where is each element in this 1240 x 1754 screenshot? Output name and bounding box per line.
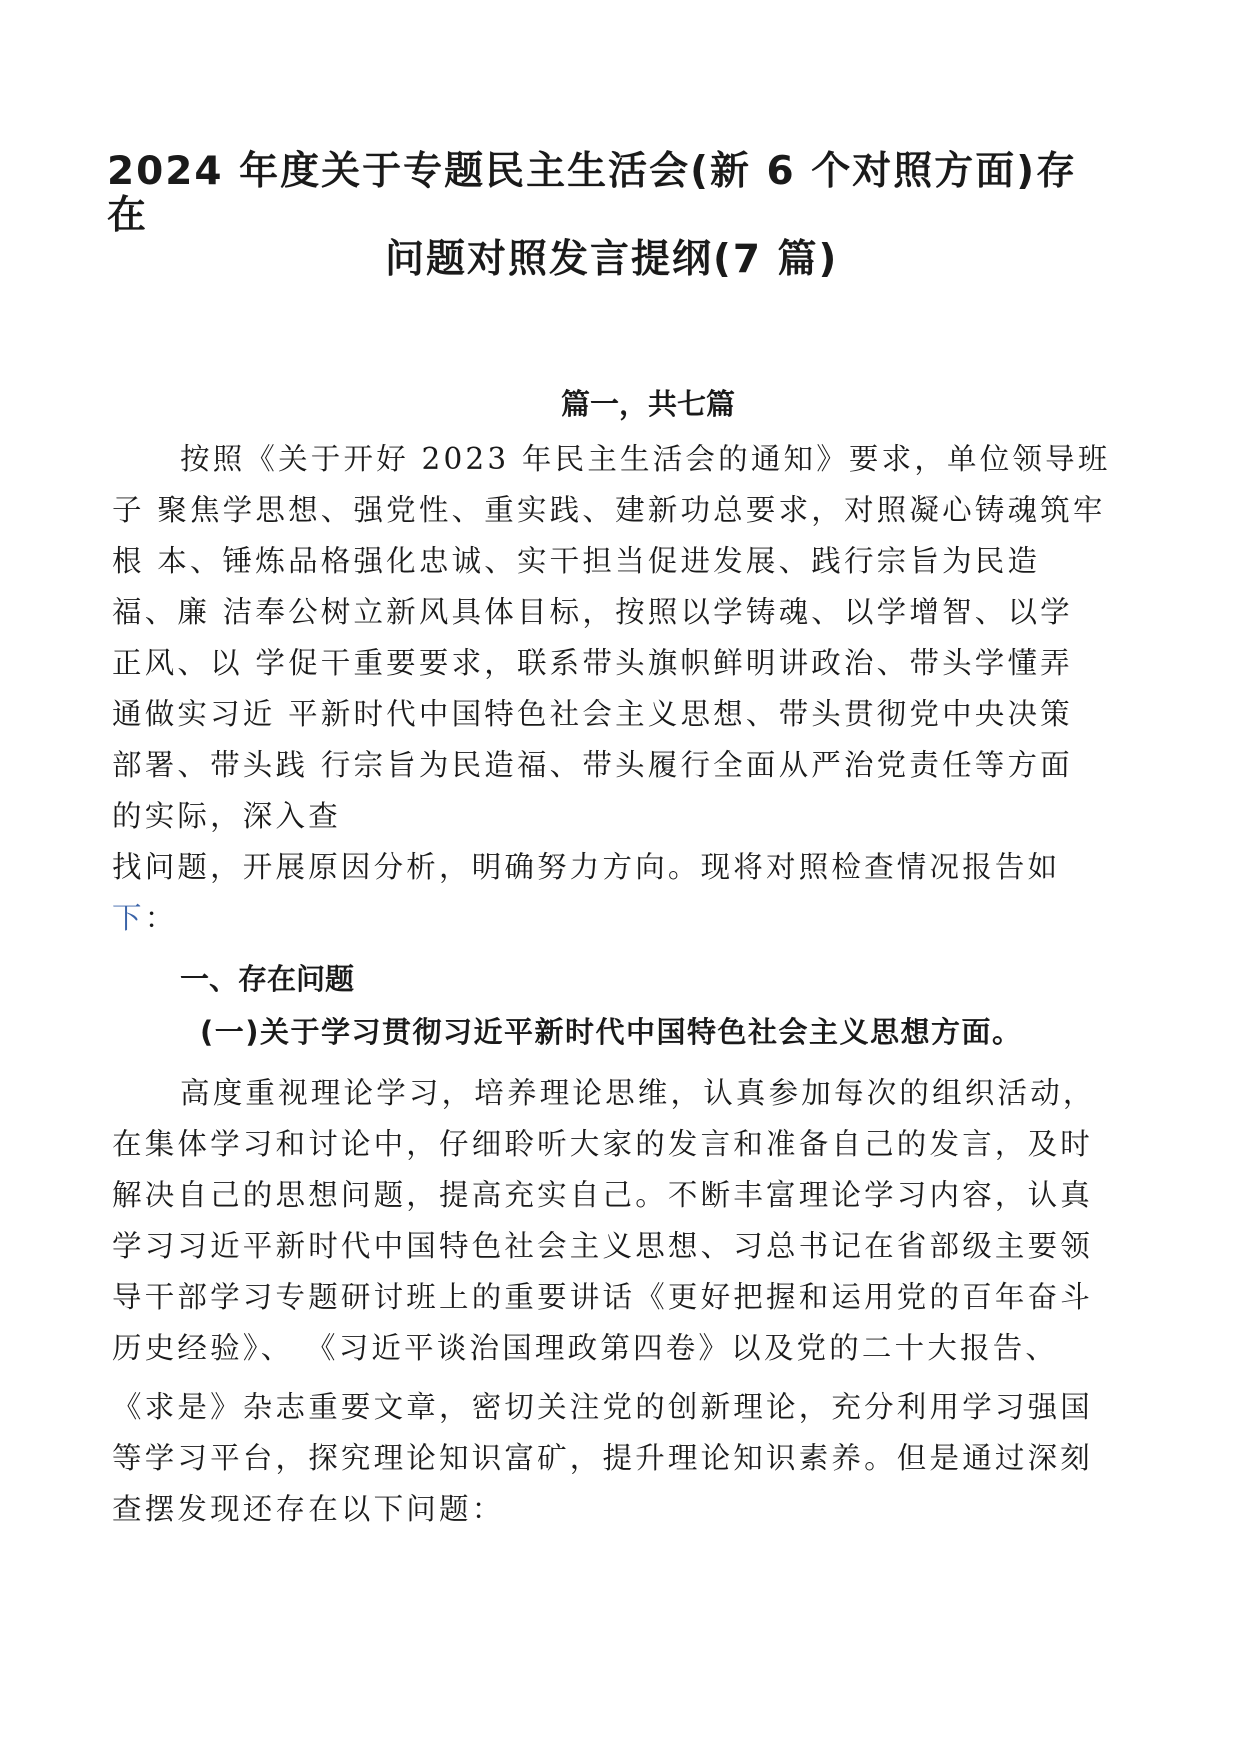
- intro-line-3: 根 本、锤炼品格强化忠诚、实干担当促进发展、践行宗旨为民造: [112, 544, 1041, 578]
- intro-line-1: 按照《关于开好 2023 年民主生活会的通知》要求，单位领导班: [180, 442, 1111, 476]
- section-line-6: 历史经验》、 《习近平谈治国理政第四卷》以及党的二十大报告、: [112, 1331, 1059, 1365]
- intro-line-6: 通做实习近 平新时代中国特色社会主义思想、带头贯彻党中央决策: [112, 697, 1073, 731]
- document-title-line-1: 2024 年度关于专题民主生活会(新 6 个对照方面)存: [107, 149, 1078, 194]
- section-line-8: 等学习平台，探究理论知识富矿，提升理论知识素养。但是通过深刻: [112, 1441, 1094, 1475]
- section-line-9: 查摆发现还存在以下问题：: [112, 1492, 505, 1526]
- intro-line-9: 找问题，开展原因分析，明确努力方向。现将对照检查情况报告如: [112, 850, 1061, 884]
- intro-line-10: [112, 895, 177, 937]
- subsection-heading: (一)关于学习贯彻习近平新时代中国特色社会主义思想方面。: [200, 1015, 1023, 1049]
- article-heading: 篇一，共七篇: [561, 387, 736, 421]
- document-title-line-3: 问题对照发言提纲(7 篇): [385, 237, 839, 282]
- section-line-4: 学习习近平新时代中国特色社会主义思想、习总书记在省部级主要领: [112, 1229, 1094, 1263]
- section-heading: 一、存在问题: [180, 962, 355, 996]
- section-line-1: 高度重视理论学习，培养理论思维，认真参加每次的组织活动，: [180, 1076, 1096, 1110]
- intro-blue-word: 下: [112, 901, 145, 935]
- document-title-line-2: 在: [107, 193, 149, 238]
- section-line-2: 在集体学习和讨论中，仔细聆听大家的发言和准备自己的发言，及时: [112, 1127, 1094, 1161]
- section-line-7: 《求是》杂志重要文章，密切关注党的创新理论，充分利用学习强国: [112, 1390, 1094, 1424]
- intro-line-7: 部署、带头践 行宗旨为民造福、带头履行全面从严治党责任等方面: [112, 748, 1073, 782]
- intro-line-5: 正风、以 学促干重要要求，联系带头旗帜鲜明讲政治、带头学懂弄: [112, 646, 1073, 680]
- section-line-5: 导干部学习专题研讨班上的重要讲话《更好把握和运用党的百年奋斗: [112, 1280, 1094, 1314]
- intro-line-10-rest: ：: [144, 901, 178, 935]
- intro-line-8: 的实际，深入查: [112, 799, 341, 833]
- section-line-3: 解决自己的思想问题，提高充实自己。不断丰富理论学习内容，认真: [112, 1178, 1094, 1212]
- intro-line-2: 子 聚焦学思想、强党性、重实践、建新功总要求，对照凝心铸魂筑牢: [112, 493, 1106, 527]
- intro-line-4: 福、廉 洁奉公树立新风具体目标，按照以学铸魂、以学增智、以学: [112, 595, 1073, 629]
